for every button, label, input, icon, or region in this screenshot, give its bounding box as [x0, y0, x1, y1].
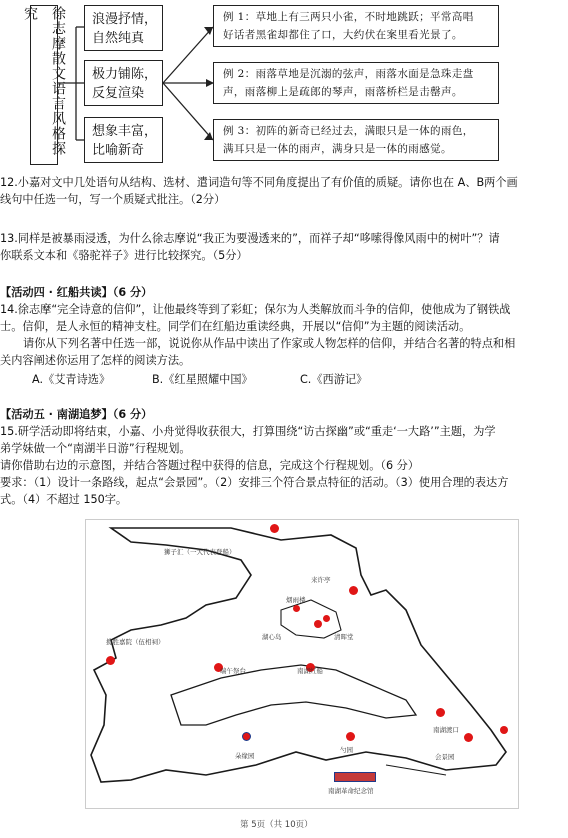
question-13: 13.同样是被暴雨浸透，为什么徐志摩说“我正为要漫透来的”，而祥子却“哆嗦得像风雨中的树叶”？请 你联系文本和《骆驼祥子》进行比较探究。（5分） — [0, 232, 500, 262]
option-b: B.《红星照耀中国》 — [152, 373, 253, 386]
marker-yanyu-3 — [323, 615, 330, 622]
marker-duoyuan — [242, 732, 251, 741]
marker-yanyu-1 — [293, 605, 300, 612]
label-hexin: 湖心岛 — [262, 633, 282, 641]
label-hongchuan: 南湖红船 — [297, 667, 323, 675]
question-15: 15.研学活动即将结束，小嘉、小舟觉得收获很大，打算围绕“访古探幽”或“重走‘一大路’”主题，为学 弟学妹做一个“南湖半日游”行程规划。 请你借助右边的示意图，并结合答题过程中获得的信息，完成这个行程规划。（6 分） 要求：（1）设计一条路线，起点“会景园”。（2）安排三个符合景点特征的活动。（3）使用合理的表达方 式。（4）不超过 150字。 — [0, 425, 509, 506]
label-yanyu: 烟雨楼 — [286, 596, 306, 604]
label-qingyu: 清晖堂 — [334, 633, 354, 641]
label-shizi: 狮子汇（一大代表登船） — [164, 548, 236, 556]
marker-yingdian — [106, 656, 115, 665]
label-yingdian: 揽胜嘉院（伍相祠） — [106, 638, 165, 646]
label-laixu: 来许亭 — [311, 576, 331, 584]
marker-dukou — [436, 708, 445, 717]
diagram-example-1: 例 1：草地上有三两只小雀，不时地跳跃；平常高唱 好话者黑雀却都住了口，大约伏在案里看光景了。 — [213, 5, 499, 47]
diagram-node-2-label: 极力铺陈， 反复渲染 — [84, 60, 163, 106]
marker-laixu — [349, 586, 358, 595]
museum-icon — [334, 772, 376, 782]
marker-qinyuan — [346, 732, 355, 741]
question-12: 12.小嘉对文中几处语句从结构、选材、遣词造句等不同角度提出了有价值的质疑。请你也在 A、B两个画 线句中任选一句，写一个质疑式批注。（2分） — [0, 176, 518, 206]
diagram-node-3-label: 想象丰富， 比喻新奇 — [84, 117, 163, 163]
diagram-example-2: 例 2：雨落草地是沉溺的弦声，雨落水面是急珠走盘 声，雨落柳上是疏郎的琴声，雨落桥栏是击罄声。 — [213, 62, 499, 104]
lake-outline — [86, 520, 520, 810]
option-c: C.《西游记》 — [300, 373, 368, 386]
label-museum: 南湖革命纪念馆 — [328, 787, 374, 795]
diagram-root: 徐志摩散文语言风格探究 — [30, 5, 58, 165]
label-huijing: 会景园 — [435, 753, 455, 761]
label-duoyuan: 朵缘园 — [235, 752, 255, 760]
option-a: A.《艾青诗选》 — [32, 373, 111, 386]
label-dukou: 南湖渡口 — [433, 726, 459, 734]
nanhu-map — [85, 519, 519, 809]
activity-4-heading: 【活动四 · 红船共读】（6 分） — [0, 286, 153, 299]
marker-huijing — [464, 733, 473, 742]
diagram-node-1-label: 浪漫抒情， 自然纯真 — [84, 5, 163, 51]
marker-shizi — [270, 524, 279, 533]
page-number: 第 5页（共 10页） — [240, 820, 313, 830]
question-14: 14.徐志摩“完全诗意的信仰”，让他最终等到了彩虹；保尔为人类解放而斗争的信仰，使他成为了钢铁战 士。信仰，是人永恒的精神支柱。同学们在红船边重读经典，开展以“信仰”为主题的阅读活动。 请你从下列名著中任选一部，说说你从作品中读出了作家或人物怎样的信仰，并结合名著的特点和相 关内容阐述你运用了怎样的阅读方法。 — [0, 303, 516, 367]
label-qinyuan: 勺园 — [340, 746, 353, 754]
marker-east — [500, 726, 508, 734]
marker-yanyu-2 — [314, 620, 322, 628]
activity-5-heading: 【活动五 · 南湖追梦】（6 分） — [0, 408, 153, 421]
label-duanwu: 端午祭台 — [220, 667, 246, 675]
diagram-example-3: 例 3：初阵的新奇已经过去，满眼只是一体的雨色， 满耳只是一体的雨声，满身只是一体的雨感觉。 — [213, 119, 499, 161]
